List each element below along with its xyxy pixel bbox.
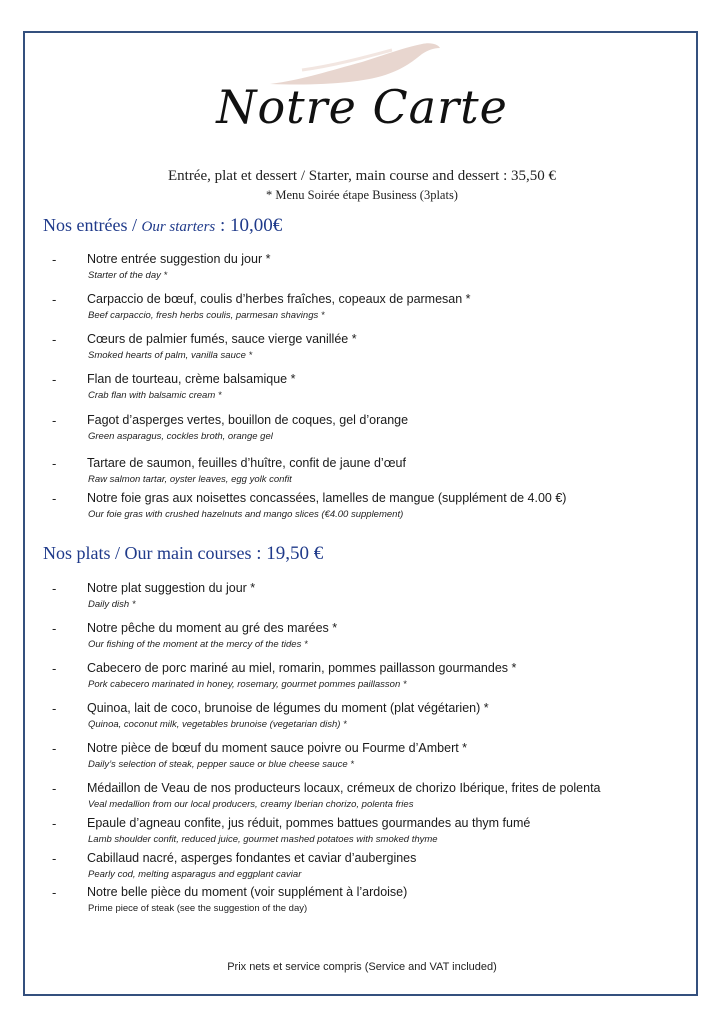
- dish-translation: Pearly cod, melting asparagus and eggplant caviar: [88, 869, 302, 880]
- mains-heading: [43, 543, 323, 565]
- dish-translation: Veal medallion from our local producers, creamy Iberian chorizo, polenta fries: [88, 799, 414, 810]
- list-item: [0, 741, 724, 775]
- list-item: [0, 851, 724, 885]
- bullet-dash: -: [52, 661, 57, 676]
- list-item: [0, 885, 724, 919]
- dish-name: Flan de tourteau, crème balsamique *: [87, 372, 296, 386]
- dish-name: Epaule d’agneau confite, jus réduit, pommes battues gourmandes au thym fumé: [87, 816, 531, 830]
- bullet-dash: -: [52, 252, 57, 267]
- list-item: [0, 332, 724, 366]
- dish-name: Notre foie gras aux noisettes concassées, lamelles de mangue (supplément de 4.00 €): [87, 491, 567, 505]
- dish-translation: Pork cabecero marinated in honey, rosemary, gourmet pommes paillasson *: [88, 679, 407, 690]
- bullet-dash: -: [52, 413, 57, 428]
- dish-name: Tartare de saumon, feuilles d’huître, confit de jaune d’œuf: [87, 456, 406, 470]
- list-item: [0, 292, 724, 326]
- starters-title-fr: Nos entrées /: [43, 215, 142, 235]
- list-item: [0, 372, 724, 406]
- dish-translation: Daily’s selection of steak, pepper sauce or blue cheese sauce *: [88, 759, 354, 770]
- mains-title: Nos plats / Our main courses: [43, 543, 252, 563]
- bullet-dash: -: [52, 781, 57, 796]
- list-item: [0, 661, 724, 695]
- list-item: [0, 252, 724, 286]
- list-item: [0, 581, 724, 615]
- dish-name: Carpaccio de bœuf, coulis d’herbes fraîches, copeaux de parmesan *: [87, 292, 471, 306]
- dish-translation: Raw salmon tartar, oyster leaves, egg yolk confit: [88, 474, 292, 485]
- dish-name: Fagot d’asperges vertes, bouillon de coques, gel d’orange: [87, 413, 409, 427]
- list-item: [0, 621, 724, 655]
- list-item: [0, 816, 724, 850]
- bullet-dash: -: [52, 491, 57, 506]
- list-item: [0, 701, 724, 735]
- bullet-dash: -: [52, 885, 57, 900]
- dish-translation: Prime piece of steak (see the suggestion of the day): [88, 903, 308, 914]
- starters-title-en: Our starters: [141, 219, 216, 235]
- dish-translation: Lamb shoulder confit, reduced juice, gourmet mashed potatoes with smoked thyme: [88, 834, 438, 845]
- dish-translation: Quinoa, coconut milk, vegetables brunoise (vegetarian dish) *: [88, 719, 347, 730]
- bullet-dash: -: [52, 851, 57, 866]
- bullet-dash: -: [52, 456, 57, 471]
- starters-price: : 10,00€: [215, 215, 283, 236]
- menu-title: Notre Carte: [216, 80, 508, 134]
- dish-name: Quinoa, lait de coco, brunoise de légumes du moment (plat végétarien) *: [87, 701, 489, 715]
- bullet-dash: -: [52, 581, 57, 596]
- dish-translation: Our foie gras with crushed hazelnuts and mango slices (€4.00 supplement): [88, 509, 404, 520]
- bullet-dash: -: [52, 372, 57, 387]
- bullet-dash: -: [52, 621, 57, 636]
- dish-name: Notre pêche du moment au gré des marées *: [87, 621, 338, 635]
- list-item: [0, 456, 724, 490]
- list-item: [0, 413, 724, 447]
- mains-price: : 19,50 €: [251, 543, 324, 564]
- dish-translation: Smoked hearts of palm, vanilla sauce *: [88, 350, 253, 361]
- list-item: [0, 781, 724, 815]
- bullet-dash: -: [52, 701, 57, 716]
- starters-heading: [43, 215, 282, 237]
- list-item: [0, 491, 724, 525]
- dish-name: Cœurs de palmier fumés, sauce vierge vanillée *: [87, 332, 357, 346]
- dish-name: Médaillon de Veau de nos producteurs locaux, crémeux de chorizo Ibérique, frites de polenta: [87, 781, 601, 795]
- dish-name: Notre entrée suggestion du jour *: [87, 252, 271, 266]
- bullet-dash: -: [52, 332, 57, 347]
- dish-name: Notre plat suggestion du jour *: [87, 581, 256, 595]
- bullet-dash: -: [52, 292, 57, 307]
- dish-translation: Daily dish *: [88, 599, 136, 610]
- dish-translation: Green asparagus, cockles broth, orange gel: [88, 431, 273, 442]
- dish-name: Notre pièce de bœuf du moment sauce poivre ou Fourme d’Ambert *: [87, 741, 468, 755]
- dish-translation: Beef carpaccio, fresh herbs coulis, parmesan shavings *: [88, 310, 325, 321]
- dish-translation: Starter of the day *: [88, 270, 168, 281]
- dish-name: Cabecero de porc mariné au miel, romarin, pommes paillasson gourmandes *: [87, 661, 517, 675]
- dish-translation: Our fishing of the moment at the mercy of the tides *: [88, 639, 308, 650]
- footer-note: Prix nets et service compris (Service and VAT included): [227, 961, 497, 973]
- formula-price: Entrée, plat et dessert / Starter, main course and dessert : 35,50 €: [167, 168, 557, 184]
- dish-name: Cabillaud nacré, asperges fondantes et caviar d’aubergines: [87, 851, 417, 865]
- dish-translation: Crab flan with balsamic cream *: [88, 390, 222, 401]
- dish-name: Notre belle pièce du moment (voir supplément à l’ardoise): [87, 885, 408, 899]
- bullet-dash: -: [52, 816, 57, 831]
- bullet-dash: -: [52, 741, 57, 756]
- formula-note: * Menu Soirée étape Business (3plats): [266, 188, 458, 202]
